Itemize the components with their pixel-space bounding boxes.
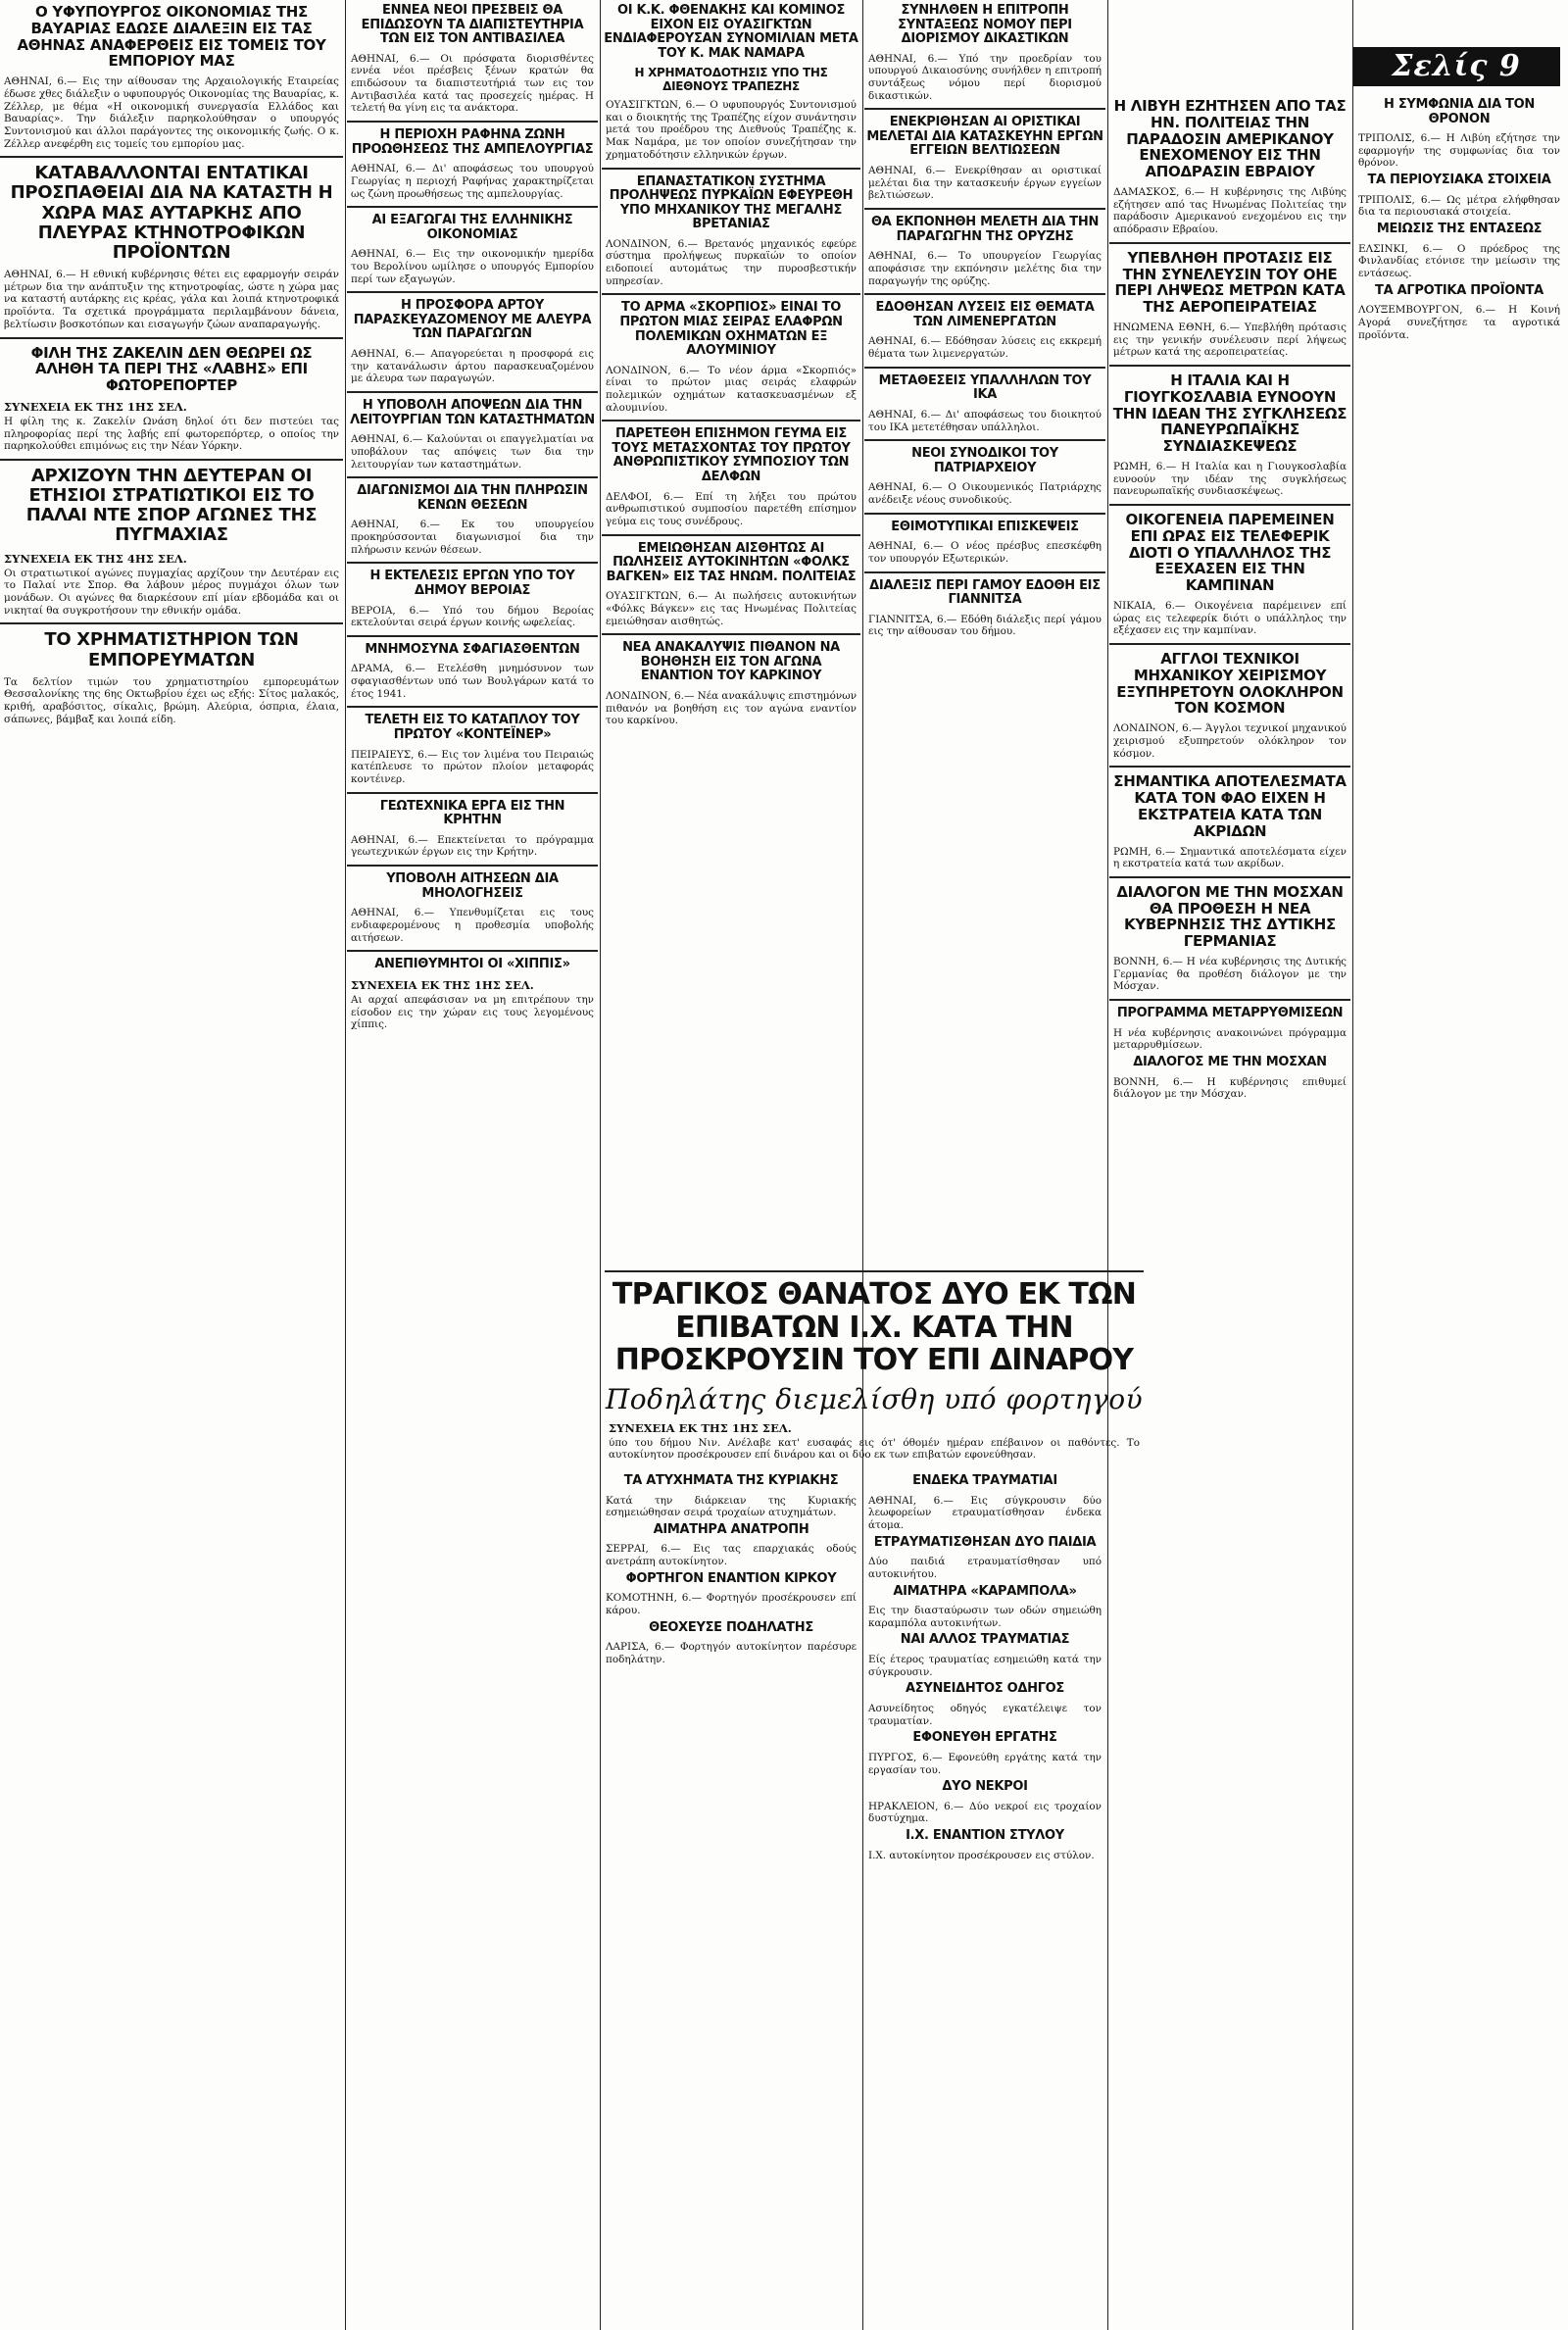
article [864,579,1105,638]
divider [347,562,598,564]
article-headline: ΤΕΛΕΤΗ ΕΙΣ ΤΟ ΚΑΤΑΠΛΟΥ ΤΟΥ ΠΡΩΤΟΥ «ΚΟΝΤΕΪΝΕΡ» [365,713,580,743]
article-headline: ΕΜΕΙΩΘΗΣΑΝ ΑΙΣΘΗΤΩΣ ΑΙ ΠΩΛΗΣΕΙΣ ΑΥΤΟΚΙΝΗΤΩΝ «ΦΟΛΚΣ ΒΑΓΚΕΝ» ΕΙΣ ΤΑΣ ΗΝΩΜ. ΠΟΛΙΤΕΙΑΣ [606,540,857,584]
article [347,4,598,115]
article-deck: ΣΥΝΕΧΕΙΑ ΕΚ ΤΗΣ 1ΗΣ ΣΕΛ. [4,399,187,414]
article [864,374,1105,433]
article-headline: ΥΠΕΒΛΗΘΗ ΠΡΟΤΑΣΙΣ ΕΙΣ ΤΗΝ ΣΥΝΕΛΕΥΣΙΝ ΤΟΥ ΟΗΕ ΠΕΡΙ ΛΗΨΕΩΣ ΜΕΤΡΩΝ ΚΑΤΑ ΤΗΣ ΑΕΡΟΠΕΙΡΑΤΕΙΑΣ [1114,248,1346,317]
column-2 [347,0,598,2330]
article-text: ΚΟΜΟΤΗΝΗ, 6.— Φορτηγόν προσέκρουσεν επί κάρου. [606,1592,857,1617]
divider [605,1270,1144,1272]
divider [347,635,598,637]
article-headline: ΑΡΧΙΖΟΥΝ ΤΗΝ ΔΕΥΤΕΡΑΝ ΟΙ ΕΤΗΣΙΟΙ ΣΤΡΑΤΙΩΤΙΚΟΙ ΕΙΣ ΤΟ ΠΑΛΑΙ ΝΤΕ ΣΠΟΡ ΑΓΩΝΕΣ ΤΗΣ ΠΥΓΜΑΧΙΑΣ [25,465,318,546]
article [602,175,860,288]
article-text: ΤΡΙΠΟΛΙΣ, 6.— Ως μέτρα ελήφθησαν δια τα περιουσιακά στοιχεία. [1358,193,1560,219]
divider [347,391,598,393]
article-headline: Η ΛΙΒΥΗ ΕΖΗΤΗΣΕΝ ΑΠΟ ΤΑΣ ΗΝ. ΠΟΛΙΤΕΙΑΣ ΤΗΝ ΠΑΡΑΔΟΣΙΝ ΑΜΕΡΙΚΑΝΟΥ ΕΝΕΧΟΜΕΝΟΥ ΕΙΣ ΤΗΝ ΑΠΟΔΡΑΣΙΝ ΕΒΡΑΙΟΥ [1113,97,1347,181]
article-text: ΑΘΗΝΑΙ, 6.— Η εθνική κυβέρνησις θέτει εις εφαρμογήν σειράν μέτρων δια την ανάπτυξιν της κτηνοτροφίας, ώστε η χώρα μας να καταστή αυτάρκης εις κρέας, γάλα και λοιπά κτηνοτροφικά προϊόντα. Τα σχετικά προγράμματα περιλαμβάνουν δάνεια, βελτίωσιν βοσκοτόπων και εισαγωγήν ζώων αναπαραγωγής. [4,269,339,330]
article [1109,884,1350,993]
article-headline: ΕΝΝΕΑ ΝΕΟΙ ΠΡΕΣΒΕΙΣ ΘΑ ΕΠΙΔΩΣΟΥΝ ΤΑ ΔΙΑΠΙΣΤΕΥΤΗΡΙΑ ΤΩΝ ΕΙΣ ΤΟΝ ΑΝΤΙΒΑΣΙΛΕΑ [361,3,584,47]
article-text: ΝΙΚΑΙΑ, 6.— Οικογένεια παρέμεινεν επί ώρας εις τελεφερίκ διότι ο υπάλληλος την εξέχασεν εις την καμπίναν. [1113,600,1347,637]
article [864,1633,1105,1678]
article-headline: ΦΟΡΤΗΓΟΝ ΕΝΑΝΤΙΟΝ ΚΙΡΚΟΥ [625,1570,837,1586]
article-headline: ΔΙΑΛΕΞΙΣ ΠΕΡΙ ΓΑΜΟΥ ΕΔΟΘΗ ΕΙΣ ΓΙΑΝΝΙΤΣΑ [869,577,1101,608]
article-text: ΣΕΡΡΑΙ, 6.— Εις τας επαρχιακάς οδούς ανετράπη αυτοκίνητον. [606,1543,857,1568]
article [1354,98,1564,170]
article [864,4,1105,102]
divider [602,293,860,295]
column-3 [602,0,860,1260]
article-text: ΑΘΗΝΑΙ, 6.— Καλούνται οι επαγγελματίαι να υποβάλουν τας απόψεις των δια την λειτουργίαν των καταστημάτων. [351,433,594,471]
article [1109,651,1350,760]
divider [1109,876,1350,878]
divider [1109,766,1350,768]
article-headline: Η ΕΚΤΕΛΕΣΙΣ ΕΡΓΩΝ ΥΠΟ ΤΟΥ ΔΗΜΟΥ ΒΕΡΟΙΑΣ [369,569,575,598]
article-text: ΔΑΜΑΣΚΟΣ, 6.— Η κυβέρνησις της Λιβύης εζήτησεν από τας Ηνωμένας Πολιτείας την παράδοσιν Αμερικανού ενεχομένου εις την απόδρασιν Εβραίου. [1113,185,1347,236]
article-text: ΑΘΗΝΑΙ, 6.— Υπό την προεδρίαν του υπουργού Δικαιοσύνης συνήλθεν η επιτροπή συντάξεως νόμου περί διορισμού δικαστικών. [868,52,1102,102]
divider [602,534,860,536]
article-deck: ΣΥΝΕΧΕΙΑ ΕΚ ΤΗΣ 1ΗΣ ΣΕΛ. [609,1420,792,1435]
divider [0,337,343,339]
article-headline: Η ΥΠΟΒΟΛΗ ΑΠΟΨΕΩΝ ΔΙΑ ΤΗΝ ΛΕΙΤΟΥΡΓΙΑΝ ΤΩΝ ΚΑΤΑΣΤΗΜΑΤΩΝ [350,398,595,427]
article [602,4,860,162]
article-text: ΑΘΗΝΑΙ, 6.— Το υπουργείον Γεωργίας αποφάσισε την εκπόνησιν μελέτης δια την παραγωγήν της ορύζης. [868,250,1102,287]
article [602,301,860,414]
article-text: ΡΩΜΗ, 6.— Σημαντικά αποτελέσματα είχεν η εκστρατεία κατά των ακρίδων. [1113,845,1347,870]
article-text: ΑΘΗΝΑΙ, 6.— Εκ του υπουργείου προκηρύσσονται διαγωνισμοί δια την πλήρωσιν κενών θέσεων. [351,519,594,556]
article [0,164,343,330]
article-text: ΟΥΑΣΙΓΚΤΩΝ, 6.— Ο υφυπουργός Συντονισμού και ο διοικητής της Τραπέζης είχον συνάντησιν μετά του προέδρου της Διεθνούς Τραπέζης κ. Μακ Ναμάρα, με τον οποίον συνεζήτησαν την χρηματοδότησιν ελληνικών έργων. [606,99,857,161]
article-headline: ΕΝΔΕΚΑ ΤΡΑΥΜΑΤΙΑΙ [912,1473,1057,1488]
article [0,345,343,453]
article-text: ΤΡΙΠΟΛΙΣ, 6.— Η Λιβύη εζήτησε την εφαρμογήν της συμφωνίας δια τον θρόνον. [1358,132,1560,170]
article-text: ΗΡΑΚΛΕΙΟΝ, 6.— Δύο νεκροί εις τροχαίον δυστύχημα. [868,1800,1102,1825]
article-headline: Η ΣΥΜΦΩΝΙΑ ΔΙΑ ΤΟΝ ΘΡΟΝΟΝ [1384,97,1535,126]
divider [347,950,598,952]
article-headline: ΘΑ ΕΚΠΟΝΗΘΗ ΜΕΛΕΤΗ ΔΙΑ ΤΗΝ ΠΑΡΑΓΩΓΗΝ ΤΗΣ ΟΡΥΖΗΣ [870,215,1100,244]
divider [0,459,343,461]
article-headline: ΤΑ ΑΤΥΧΗΜΑΤΑ ΤΗΣ ΚΥΡΙΑΚΗΣ [623,1473,839,1488]
divider [1109,504,1350,506]
article [0,467,343,617]
article-headline: ΑΓΓΛΟΙ ΤΕΧΝΙΚΟΙ ΜΗΧΑΝΙΚΟΥ ΧΕΙΡΙΣΜΟΥ ΕΞΥΠΗΡΕΤΟΥΝ ΟΛΟΚΛΗΡΟΝ ΤΟΝ ΚΟΣΜΟΝ [1116,650,1344,718]
column-rule [600,0,601,2330]
article [0,4,343,150]
article-headline: ΠΑΡΕΤΕΘΗ ΕΠΙΣΗΜΟΝ ΓΕΥΜΑ ΕΙΣ ΤΟΥΣ ΜΕΤΑΣΧΟΝΤΑΣ ΤΟΥ ΠΡΩΤΟΥ ΑΝΘΡΩΠΙΣΤΙΚΟΥ ΣΥΜΠΟΣΙΟΥ ΤΩΝ ΔΕΛΦΩΝ [612,426,851,485]
article-headline: Ι.Χ. ΕΝΑΝΤΙΟΝ ΣΤΥΛΟΥ [906,1828,1064,1844]
article-headline: ΥΠΟΒΟΛΗ ΑΙΤΗΣΕΩΝ ΔΙΑ ΜΗΟΛΟΓΗΣΕΙΣ [386,871,559,901]
article-text: ΛΟΥΞΕΜΒΟΥΡΓΟΝ, 6.— Η Κοινή Αγορά συνεζήτησε τα αγροτικά προϊόντα. [1358,304,1560,341]
article [602,641,860,727]
article [602,542,860,628]
article-text: Δύο παιδιά ετραυματίσθησαν υπό αυτοκινήτου. [868,1556,1102,1580]
column-5 [1109,94,1350,2330]
article [1109,773,1350,870]
article-headline: ΚΑΤΑΒΑΛΛΟΝΤΑΙ ΕΝΤΑΤΙΚΑΙ ΠΡΟΣΠΑΘΕΙΑΙ ΔΙΑ ΝΑ ΚΑΤΑΣΤΗ Η ΧΩΡΑ ΜΑΣ ΑΥΤΑΡΚΗΣ ΑΠΟ ΠΛΕΥΡΑΣ ΚΤΗΝΟΤΡΟΦΙΚΩΝ ΠΡΟΪΟΝΤΩΝ [10,163,333,263]
article-text: ΒΟΝΝΗ, 6.— Η νέα κυβέρνησις της Δυτικής Γερμανίας θα προθέση διάλογον με την Μόσχαν. [1113,956,1347,993]
article [864,301,1105,360]
article-text: ΛΑΡΙΣΑ, 6.— Φορτηγόν αυτοκίνητον παρέσυρε ποδηλάτην. [606,1641,857,1665]
article-headline: ΣΗΜΑΝΤΙΚΑ ΑΠΟΤΕΛΕΣΜΑΤΑ ΚΑΤΑ ΤΟΝ ΦΑΟ ΕΙΧΕΝ Η ΕΚΣΤΡΑΤΕΙΑ ΚΑΤΑ ΤΩΝ ΑΚΡΙΔΩΝ [1113,772,1347,840]
article-text: ΠΥΡΓΟΣ, 6.— Εφονεύθη εργάτης κατά την εργασίαν του. [868,1751,1102,1776]
column-rule [1352,0,1353,2330]
divider [864,367,1105,369]
article [1354,174,1564,219]
article-headline: ΜΕΙΩΣΙΣ ΤΗΣ ΕΝΤΑΣΕΩΣ [1376,222,1543,237]
divider [347,792,598,794]
article-headline: ΤΟ ΧΡΗΜΑΤΙΣΤΗΡΙΟΝ ΤΩΝ ΕΜΠΟΡΕΥΜΑΤΩΝ [44,629,299,670]
article [864,1829,1105,1861]
article-text: ύπο του δήμου Νιν. Ανέλαβε κατ' ευσαφάς εις ότ' όθομέν ημέραν επέβαινον οι παθόντες. Το αυτοκίνητον προσέκρουσεν επί δινάρου και οι δύο εκ των επιβατών εφονεύθησαν. [609,1436,1140,1462]
article-text: ΗΝΩΜΕΝΑ ΕΘΝΗ, 6.— Υπεβλήθη πρότασις εις την γενικήν συνέλευσιν περί λήψεως μέτρων κατά της αεροπειρατείας. [1113,321,1347,359]
article-text: ΑΘΗΝΑΙ, 6.— Δι' αποφάσεως του διοικητού του ΙΚΑ μετετέθησαν υπάλληλοι. [868,408,1102,433]
column-4-bottom [864,1470,1105,2330]
article-headline: ΠΡΟΓΡΑΜΜΑ ΜΕΤΑΡΡΥΘΜΙΣΕΩΝ [1116,1006,1344,1021]
article-text: ΔΡΑΜΑ, 6.— Ετελέσθη μνημόσυνον των σφαγιασθέντων υπό των Βουλγάρων κατά το έτος 1941. [351,663,594,700]
divider [864,108,1105,110]
article [347,958,598,1031]
article-text: Αι αρχαί απεφάσισαν να μη επιτρέπουν την είσοδον εις την χώραν εις τους λεγομένους χίππις. [351,993,594,1031]
divider [864,513,1105,515]
divider [602,420,860,421]
article-text: Κατά την διάρκειαν της Κυριακής εσημειώθησαν σειρά τροχαίων ατυχημάτων. [606,1494,857,1519]
divider [864,571,1105,573]
article-text: ΑΘΗΝΑΙ, 6.— Ενεκρίθησαν αι οριστικαί μελέται δια την κατασκευήν έργων εγγείων βελτιώσεων. [868,165,1102,202]
article-headline: ΜΝΗΜΟΣΥΝΑ ΣΦΑΓΙΑΣΘΕΝΤΩΝ [365,641,580,657]
article-headline: ΕΝΕΚΡΙΘΗΣΑΝ ΑΙ ΟΡΙΣΤΙΚΑΙ ΜΕΛΕΤΑΙ ΔΙΑ ΚΑΤΑΣΚΕΥΗΝ ΕΡΓΩΝ ΕΓΓΕΙΩΝ ΒΕΛΤΙΩΣΕΩΝ [866,115,1103,159]
article [1354,284,1564,342]
article-headline: ΟΙΚΟΓΕΝΕΙΑ ΠΑΡΕΜΕΙΝΕΝ ΕΠΙ ΩΡΑΣ ΕΙΣ ΤΕΛΕΦΕΡΙΚ ΔΙΟΤΙ Ο ΥΠΑΛΛΗΛΟΣ ΤΗΣ ΕΞΕΧΑΣΕΝ ΕΙΣ ΤΗΝ ΚΑΜΠΙΝΑΝ [1125,511,1335,595]
article [602,427,860,527]
article-text: ΔΕΛΦΟΙ, 6.— Επί τη λήξει του πρώτου ανθρωπιστικού συμποσίου παρετέθη επίσημον γεύμα εις τους συνέδρους. [606,490,857,527]
article-headline: ΤΑ ΑΓΡΟΤΙΚΑ ΠΡΟΪΟΝΤΑ [1375,282,1544,298]
lead-story [605,1264,1144,1465]
article-headline: ΔΙΑΛΟΓΟΣ ΜΕ ΤΗΝ ΜΟΣΧΑΝ [1133,1055,1327,1070]
article [1109,1007,1350,1052]
article-text: Είς έτερος τραυματίας εσημειώθη κατά την σύγκρουσιν. [868,1654,1102,1678]
article-text: ΑΘΗΝΑΙ, 6.— Οι πρόσφατα διορισθέντες εννέα νέοι πρέσβεις ξένων κρατών θα επιδώσουν τα διαπιστευτήριά των εις τον Αντιβασιλέα κατά τας προσεχείς ημέρας. Η τελετή θα γίνη εις τα ανάκτορα. [351,52,594,115]
article [347,872,598,944]
divider [864,208,1105,210]
article-headline: Η ΠΡΟΣΦΟΡΑ ΑΡΤΟΥ ΠΑΡΑΣΚΕΥΑΖΟΜΕΝΟΥ ΜΕ ΑΛΕΥΡΑ ΤΩΝ ΠΑΡΑΓΩΓΩΝ [353,298,592,342]
column-4 [864,0,1105,1260]
article [864,1682,1105,1727]
lead-subheadline: Ποδηλάτης διεμελίσθη υπό φορτηγού [605,1382,1144,1415]
divider [864,439,1105,441]
column-rule [862,0,863,2330]
article [864,116,1105,202]
article [347,714,598,785]
article-headline: ΕΔΟΘΗΣΑΝ ΛΥΣΕΙΣ ΕΙΣ ΘΕΜΑΤΑ ΤΩΝ ΛΙΜΕΝΕΡΓΑΤΩΝ [875,300,1095,329]
article-headline: ΤΑ ΠΕΡΙΟΥΣΙΑΚΑ ΣΤΟΙΧΕΙΑ [1367,173,1551,188]
article-text: ΛΟΝΔΙΝΟΝ, 6.— Άγγλοι τεχνικοί μηχανικού χειρισμού εξυπηρετούν ολόκληρον τον κόσμον. [1113,722,1347,760]
article [1354,223,1564,280]
divider [0,156,343,158]
divider [347,865,598,867]
article [864,216,1105,287]
article-text: Τα δελτίον τιμών του χρηματιστηρίου εμπορευμάτων Θεσσαλονίκης της 6ης Οκτωβρίου έχει ως εξής: Σίτος μαλακός, κριθή, αραβόσιτος, σίκαλις, βρώμη. Αλεύρια, όσπρια, έλαια, σάπωνες, βάμβαξ και λοιπά είδη. [4,675,339,725]
article-headline: ΕΤΡΑΥΜΑΤΙΣΘΗΣΑΝ ΔΥΟ ΠΑΙΔΙΑ [873,1534,1097,1550]
article [347,214,598,285]
article-headline: ΔΙΑΛΟΓΟΝ ΜΕ ΤΗΝ ΜΟΣΧΑΝ ΘΑ ΠΡΟΘΕΣΗ Η ΝΕΑ ΚΥΒΕΡΝΗΣΙΣ ΤΗΣ ΔΥΤΙΚΗΣ ΓΕΡΜΑΝΙΑΣ [1116,882,1344,951]
article [1109,98,1350,236]
article-text: Εις την διασταύρωσιν των οδών σημειώθη καραμπόλα αυτοκινήτων. [868,1605,1102,1629]
article-text: ΓΙΑΝΝΙΤΣΑ, 6.— Εδόθη διάλεξις περί γάμου εις την αίθουσαν του δήμου. [868,613,1102,638]
article-text: ΟΥΑΣΙΓΚΤΩΝ, 6.— Αι πωλήσεις αυτοκινήτων «Φόλκς Βάγκεν» εις τας Ηνωμένας Πολιτείας εμειώθησαν αισθητώς. [606,590,857,627]
article [864,1474,1105,1532]
article-headline: ΑΙΜΑΤΗΡΑ «ΚΑΡΑΜΠΟΛΑ» [893,1583,1077,1599]
article-headline: ΕΦΟΝΕΥΘΗ ΕΡΓΑΤΗΣ [912,1730,1057,1746]
article [347,800,598,859]
divider [347,476,598,478]
divider [347,121,598,123]
article-headline: ΝΕΑ ΑΝΑΚΑΛΥΨΙΣ ΠΙΘΑΝΟΝ ΝΑ ΒΟΗΘΗΣΗ ΕΙΣ ΤΟΝ ΑΓΩΝΑ ΕΝΑΝΤΙΟΝ ΤΟΥ ΚΑΡΚΙΝΟΥ [622,640,840,684]
article-text: ΑΘΗΝΑΙ, 6.— Ο Οικουμενικός Πατριάρχης ανέδειξε νέους συνοδικούς. [868,481,1102,506]
article-headline: ΟΙ Κ.Κ. ΦΘΕΝΑΚΗΣ ΚΑΙ ΚΟΜΙΝΟΣ ΕΙΧΟΝ ΕΙΣ ΟΥΑΣΙΓΚΤΩΝ ΕΝΔΙΑΦΕΡΟΥΣΑΝ ΣΥΝΟΜΙΛΙΑΝ ΜΕΤΑ ΤΟΥ Κ. ΜΑΚ ΝΑΜΑΡΑ [604,3,858,61]
article-deck: ΣΥΝΕΧΕΙΑ ΕΚ ΤΗΣ 4ΗΣ ΣΕΛ. [4,551,187,566]
article [864,1731,1105,1776]
divider [602,168,860,170]
article-headline: Ο ΥΦΥΠΟΥΡΓΟΣ ΟΙΚΟΝΟΜΙΑΣ ΤΗΣ ΒΑΥΑΡΙΑΣ ΕΔΩΣΕ ΔΙΑΛΕΞΙΝ ΕΙΣ ΤΑΣ ΑΘΗΝΑΣ ΑΝΑΦΕΡΘΕΙΣ ΕΙΣ ΤΟΜΕΙΣ ΤΟΥ ΕΜΠΟΡΙΟΥ ΜΑΣ [17,3,326,71]
column-rule [1107,0,1108,2330]
article-text: ΑΘΗΝΑΙ, 6.— Ο νέος πρέσβυς επεσκέφθη τον υπουργόν Εξωτερικών. [868,540,1102,565]
divider [602,633,860,635]
divider [1109,365,1350,367]
article-headline: ΑΣΥΝΕΙΔΗΤΟΣ ΟΔΗΓΟΣ [905,1681,1065,1697]
divider [864,293,1105,295]
article-headline: Η ΠΕΡΙΟΧΗ ΡΑΦΗΝΑ ΖΩΝΗ ΠΡΟΩΘΗΣΕΩΣ ΤΗΣ ΑΜΠΕΛΟΥΡΓΙΑΣ [351,127,594,157]
divider [347,206,598,208]
article-text: Ασυνείδητος οδηγός εγκατέλειψε τον τραυματίαν. [868,1702,1102,1727]
article-text: ΑΘΗΝΑΙ, 6.— Εδόθησαν λύσεις εις εκκρεμή θέματα των λιμενεργατών. [868,335,1102,361]
divider [0,622,343,624]
divider [1109,242,1350,244]
article [864,1585,1105,1630]
divider [1109,999,1350,1001]
article [864,1780,1105,1825]
article-headline: ΑΙ ΕΞΑΓΩΓΑΙ ΤΗΣ ΕΛΛΗΝΙΚΗΣ ΟΙΚΟΝΟΜΙΑΣ [371,213,573,242]
article [1109,250,1350,359]
article-text: ΡΩΜΗ, 6.— Η Ιταλία και η Γιουγκοσλαβία ευνοούν την ιδέαν της συγκλήσεως πανευρωπαϊκής συνδιασκέψεως. [1113,460,1347,498]
column-6 [1354,94,1564,2330]
article [347,570,598,628]
column-rule [345,0,346,2330]
article-headline: ΔΙΑΓΩΝΙΣΜΟΙ ΔΙΑ ΤΗΝ ΠΛΗΡΩΣΙΝ ΚΕΝΩΝ ΘΕΣΕΩΝ [357,483,588,513]
article-text: ΑΘΗΝΑΙ, 6.— Εις την αίθουσαν της Αρχαιολογικής Εταιρείας έδωσε χθες διάλεξιν ο υφυπουργός Οικονομίας της Βαυαρίας, κ. Ζέλλερ, με θέμα «Η οικονομική συνεργασία Ελλάδος και Βαυαρίας». Την διάλεξιν παρηκολούθησαν ο υπουργός Συντονισμού και άλλοι παράγοντες της οικονομικής ζωής. Ο κ. Ζέλλερ ανεφέρθη εις τομείς του εμπορίου μας. [4,75,339,150]
article-headline: ΝΕΟΙ ΣΥΝΟΔΙΚΟΙ ΤΟΥ ΠΑΤΡΙΑΡΧΕΙΟΥ [911,446,1058,475]
article-headline: ΝΑΙ ΑΛΛΟΣ ΤΡΑΥΜΑΤΙΑΣ [900,1632,1070,1648]
article [347,399,598,471]
lead-headline: ΤΡΑΓΙΚΟΣ ΘΑΝΑΤΟΣ ΔΥΟ ΕΚ ΤΩΝ ΕΠΙΒΑΤΩΝ Ι.Χ. ΚΑΤΑ ΤΗΝ ΠΡΟΣΚΡΟΥΣΙΝ ΤΟΥ ΕΠΙ ΔΙΝΑΡΟΥ [612,1277,1137,1378]
article-text: ΑΘΗΝΑΙ, 6.— Υπενθυμίζεται εις τους ενδιαφερομένους η προθεσμία υποβολής αιτήσεων. [351,907,594,944]
article-headline: ΓΕΩΤΕΧΝΙΚΑ ΕΡΓΑ ΕΙΣ ΤΗΝ ΚΡΗΤΗΝ [379,798,565,828]
article-text: ΛΟΝΔΙΝΟΝ, 6.— Βρετανός μηχανικός εφεύρε σύστημα προλήψεως πυρκαϊών το οποίον ειδοποιεί αυτομάτως την πυροσβεστικήν υπηρεσίαν. [606,237,857,287]
article-text: ΑΘΗΝΑΙ, 6.— Επεκτείνεται το πρόγραμμα γεωτεχνικών έργων εις την Κρήτην. [351,833,594,859]
article-text: ΠΕΙΡΑΙΕΥΣ, 6.— Εις τον λιμένα του Πειραιώς κατέπλευσε το πρώτον πλοίον μεταφοράς κοντέινερ. [351,748,594,785]
article-text: ΑΘΗΝΑΙ, 6.— Δι' αποφάσεως του υπουργού Γεωργίας η περιοχή Ραφήνας χαρακτηρίζεται ως ζώνη προωθήσεως της αμπελουργίας. [351,163,594,200]
divider [347,706,598,708]
page-number-banner: Σελίς 9 [1352,47,1560,86]
article-headline: ΑΝΕΠΙΘΥΜΗΤΟΙ ΟΙ «ΧΙΠΠΙΣ» [374,957,570,972]
divider [347,291,598,293]
article [864,447,1105,506]
article [1109,372,1350,498]
article-headline: ΜΕΤΑΘΕΣΕΙΣ ΥΠΑΛΛΗΛΩΝ ΤΟΥ ΙΚΑ [878,372,1092,403]
article-headline: ΕΘΙΜΟΤΥΠΙΚΑΙ ΕΠΙΣΚΕΨΕΙΣ [891,519,1079,534]
article-headline: ΑΙΜΑΤΗΡΑ ΑΝΑΤΡΟΠΗ [653,1521,809,1537]
article [347,484,598,556]
article-deck: ΣΥΝΕΧΕΙΑ ΕΚ ΤΗΣ 1ΗΣ ΣΕΛ. [351,977,534,992]
article [1109,1056,1350,1101]
article-headline: ΤΟ ΑΡΜΑ «ΣΚΟΡΠΙΟΣ» ΕΙΝΑΙ ΤΟ ΠΡΩΤΟΝ ΜΙΑΣ ΣΕΙΡΑΣ ΕΛΑΦΡΩΝ ΠΟΛΕΜΙΚΩΝ ΟΧΗΜΑΤΩΝ ΕΞ ΑΛΟΥΜΙΝΙΟΥ [619,300,843,359]
article-text: ΑΘΗΝΑΙ, 6.— Εις την οικονομικήν ημερίδα του Βερολίνου ωμίλησε ο υπουργός Εμπορίου περί των εξαγωγών. [351,248,594,285]
article-text: ΑΘΗΝΑΙ, 6.— Εις σύγκρουσιν δύο λεωφορείων ετραυματίσθησαν ένδεκα άτομα. [868,1494,1102,1531]
article-headline: ΦΙΛΗ ΤΗΣ ΖΑΚΕΛΙΝ ΔΕΝ ΘΕΩΡΕΙ ΩΣ ΑΛΗΘΗ ΤΑ ΠΕΡΙ ΤΗΣ «ΛΑΒΗΣ» ΕΠΙ ΦΩΤΟΡΕΠΟΡΤΕΡ [30,343,313,395]
article-text: ΛΟΝΔΙΝΟΝ, 6.— Νέα ανακάλυψις επιστημόνων πιθανόν να βοηθήση εις τον αγώνα εναντίον του καρκίνου. [606,689,858,727]
article [1109,512,1350,637]
article [602,1572,860,1617]
column-1 [0,0,343,2330]
article-text: Οι στρατιωτικοί αγώνες πυγμαχίας αρχίζουν την Δευτέραν εις το Παλαί ντε Σπορ. Θα λάβουν μέρος πυγμάχοι όλων των μονάδων. Οι αγώνες θα διαρκέσουν επί μίαν εβδομάδα και οι νικηταί θα συγκροτήσουν την εθνικήν ομάδα. [4,567,339,617]
article [0,630,343,725]
article-subheadline: Η ΧΡΗΜΑΤΟΔΟΤΗΣΙΣ ΥΠΟ ΤΗΣ ΔΙΕΘΝΟΥΣ ΤΡΑΠΕΖΗΣ [634,66,828,93]
article [347,643,598,701]
column-3-bottom [602,1470,860,2330]
divider [1109,643,1350,645]
article [864,521,1105,566]
article-headline: ΔΥΟ ΝΕΚΡΟΙ [942,1779,1028,1795]
article-headline: ΣΥΝΗΛΘΕΝ Η ΕΠΙΤΡΟΠΗ ΣΥΝΤΑΞΕΩΣ ΝΟΜΟΥ ΠΕΡΙ ΔΙΟΡΙΣΜΟΥ ΔΙΚΑΣΤΙΚΩΝ [898,3,1072,47]
article-text: ΛΟΝΔΙΝΟΝ, 6.— Το νέον άρμα «Σκορπιός» είναι το πρώτον μιας σειράς ελαφρών πολεμικών οχημάτων κατασκευασμένων εξ αλουμινίου. [606,364,857,414]
article [602,1474,860,1519]
article [347,128,598,200]
article-text: ΑΘΗΝΑΙ, 6.— Απαγορεύεται η προσφορά εις την κατανάλωσιν άρτου παρασκευαζομένου με άλευρα των παραγωγών. [351,348,594,385]
article [602,1621,860,1666]
article-headline: ΕΠΑΝΑΣΤΑΤΙΚΟΝ ΣΥΣΤΗΜΑ ΠΡΟΛΗΨΕΩΣ ΠΥΡΚΑΪΩΝ ΕΦΕΥΡΕΘΗ ΥΠΟ ΜΗΧΑΝΙΚΟΥ ΤΗΣ ΜΕΓΑΛΗΣ ΒΡΕΤΑΝΙΑΣ [609,174,854,232]
article-text: Ι.Χ. αυτοκίνητον προσέκρουσεν εις στύλον. [868,1849,1095,1861]
article-text: Η φίλη της κ. Ζακελίν Ωνάση δηλοί ότι δεν πιστεύει τας πληροφορίας περί της λαβής επί φωτορεπόρτερ, ο οποίος την παρηκολούθει επιμόνως εις την Νέαν Υόρκην. [4,415,339,453]
article [864,1536,1105,1581]
article-text: ΒΕΡΟΙΑ, 6.— Υπό του δήμου Βεροίας εκτελούνται σειρά έργων κοινής ωφελείας. [351,604,594,629]
article-text: ΕΛΣΙΝΚΙ, 6.— Ο πρόεδρος της Φινλανδίας ετόνισε την μείωσιν της εντάσεως. [1358,242,1560,279]
article [602,1523,860,1568]
article-text: Η νέα κυβέρνησις ανακοινώνει πρόγραμμα μεταρρυθμίσεων. [1113,1026,1347,1052]
article-text: ΒΟΝΝΗ, 6.— Η κυβέρνησις επιθυμεί διάλογον με την Μόσχαν. [1113,1075,1347,1101]
article-headline: Η ΙΤΑΛΙΑ ΚΑΙ Η ΓΙΟΥΓΚΟΣΛΑΒΙΑ ΕΥΝΟΟΥΝ ΤΗΝ ΙΔΕΑΝ ΤΗΣ ΣΥΓΚΛΗΣΕΩΣ ΠΑΝΕΥΡΩΠΑΪΚΗΣ ΣΥΝΔΙΑΣΚΕΨΕΩΣ [1112,371,1348,456]
article-headline: ΘΕΟΧΕΥΣΕ ΠΟΔΗΛΑΤΗΣ [649,1619,813,1635]
article [347,299,598,385]
